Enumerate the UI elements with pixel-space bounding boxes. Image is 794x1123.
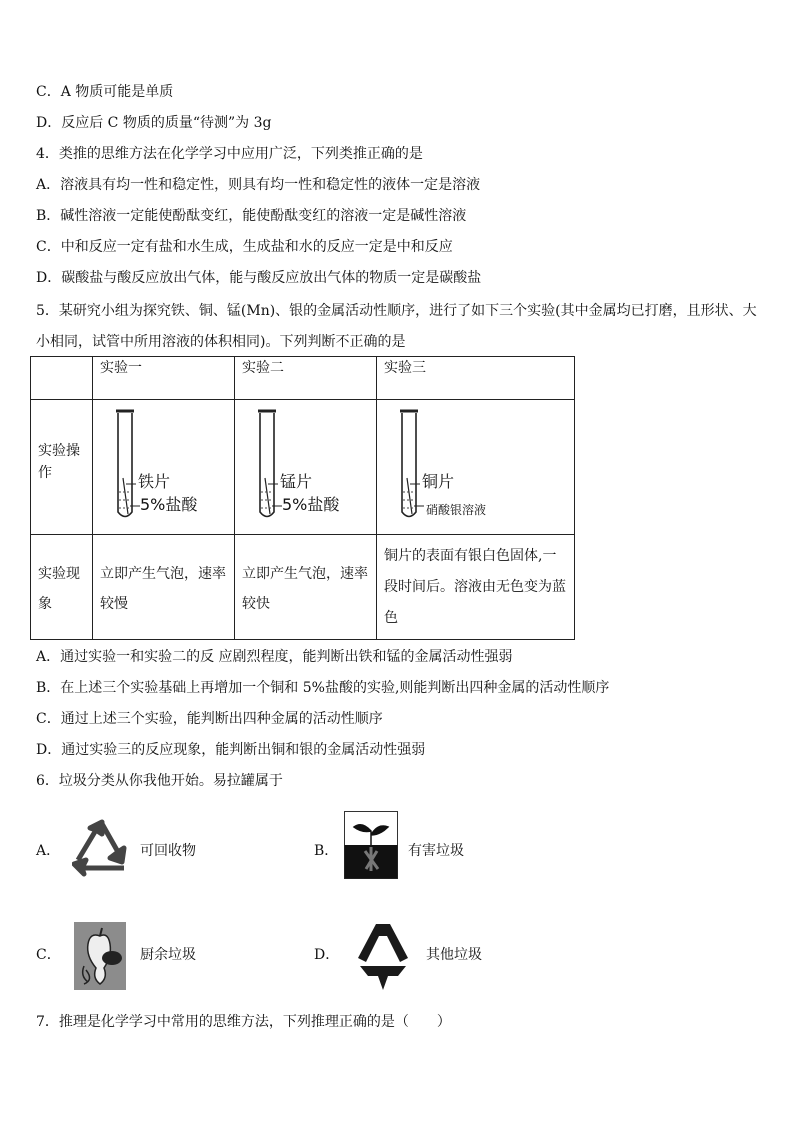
question-5-option-a: A．通过实验一和实验二的反 应剧烈程度，能判断出铁和锰的金属活动性强弱 bbox=[36, 649, 513, 665]
question-4-option-b: B．碱性溶液一定能使酚酞变红，能使酚酞变红的溶液一定是碱性溶液 bbox=[36, 208, 467, 224]
option-c-prev: C．A 物质可能是单质 bbox=[36, 84, 174, 100]
kitchen-waste-icon bbox=[74, 922, 126, 994]
option-d-prev: D．反应后 C 物质的质量“待测”为 3g bbox=[36, 115, 272, 131]
option-label: 可回收物 bbox=[140, 843, 196, 859]
option-label: 其他垃圾 bbox=[426, 947, 482, 963]
table-header-cell: 实验二 bbox=[235, 357, 377, 400]
solution-label: 硝酸银溶液 bbox=[426, 503, 487, 517]
metal-label: 铁片 bbox=[138, 472, 171, 491]
option-letter: D． bbox=[314, 947, 340, 963]
other-waste-icon bbox=[354, 920, 412, 996]
question-7-stem: 7．推理是化学学习中常用的思维方法，下列推理正确的是（ ） bbox=[36, 1014, 451, 1030]
question-5-stem-line2: 小相同，试管中所用溶液的体积相同)。下列判断不正确的是 bbox=[36, 334, 406, 350]
question-4-option-a: A．溶液具有均一性和稳定性，则具有均一性和稳定性的液体一定是溶液 bbox=[36, 177, 481, 193]
option-letter: B． bbox=[314, 843, 339, 859]
question-5-option-b: B．在上述三个实验基础上再增加一个铜和 5%盐酸的实验,则能判断出四种金属的活动性顺序 bbox=[36, 680, 610, 696]
observation-cell: 立即产生气泡，速率较快 bbox=[242, 566, 368, 612]
option-label: 厨余垃圾 bbox=[140, 947, 196, 963]
question-6-stem: 6．垃圾分类从你我他开始。易拉罐属于 bbox=[36, 773, 283, 789]
observation-cell: 铜片的表面有银白色固体,一段时间后。溶液由无色变为蓝色 bbox=[384, 548, 566, 626]
table-header-cell: 实验一 bbox=[93, 357, 235, 400]
experiment-table bbox=[30, 356, 575, 640]
test-tube-diagram-3 bbox=[384, 408, 514, 528]
question-5-stem-line1: 5．某研究小组为探究铁、铜、锰(Mn)、银的金属活动性顺序，进行了如下三个实验(其中金属均已打磨，且形状、大 bbox=[36, 303, 757, 319]
table-header-cell: 实验三 bbox=[377, 357, 575, 400]
metal-label: 铜片 bbox=[422, 472, 455, 491]
solution-label: 5%盐酸 bbox=[140, 495, 198, 514]
observation-cell: 立即产生气泡，速率较慢 bbox=[100, 566, 226, 612]
solution-label: 5%盐酸 bbox=[282, 495, 340, 514]
question-4-stem: 4．类推的思维方法在化学学习中应用广泛，下列类推正确的是 bbox=[36, 146, 423, 162]
recycle-icon bbox=[72, 818, 130, 884]
question-5-option-c: C．通过上述三个实验，能判断出四种金属的活动性顺序 bbox=[36, 711, 383, 727]
question-5-option-d: D．通过实验三的反应现象，能判断出铜和银的金属活动性强弱 bbox=[36, 742, 426, 758]
table-header-row bbox=[31, 357, 575, 400]
test-tube-diagram-1 bbox=[100, 408, 230, 528]
observation-label: 实验现象 bbox=[38, 566, 80, 612]
operation-label: 实验操作 bbox=[38, 443, 80, 481]
question-4-option-d: D．碳酸盐与酸反应放出气体，能与酸反应放出气体的物质一定是碳酸盐 bbox=[36, 270, 482, 286]
metal-label: 锰片 bbox=[280, 472, 313, 491]
observation-row bbox=[31, 535, 575, 640]
operation-row bbox=[31, 400, 575, 535]
question-4-option-c: C．中和反应一定有盐和水生成，生成盐和水的反应一定是中和反应 bbox=[36, 239, 453, 255]
table-header-cell bbox=[31, 357, 93, 400]
option-letter: A． bbox=[36, 843, 61, 859]
hazardous-waste-icon bbox=[344, 811, 398, 883]
test-tube-diagram-2 bbox=[242, 408, 372, 528]
option-letter: C． bbox=[36, 947, 61, 963]
option-label: 有害垃圾 bbox=[408, 843, 464, 859]
